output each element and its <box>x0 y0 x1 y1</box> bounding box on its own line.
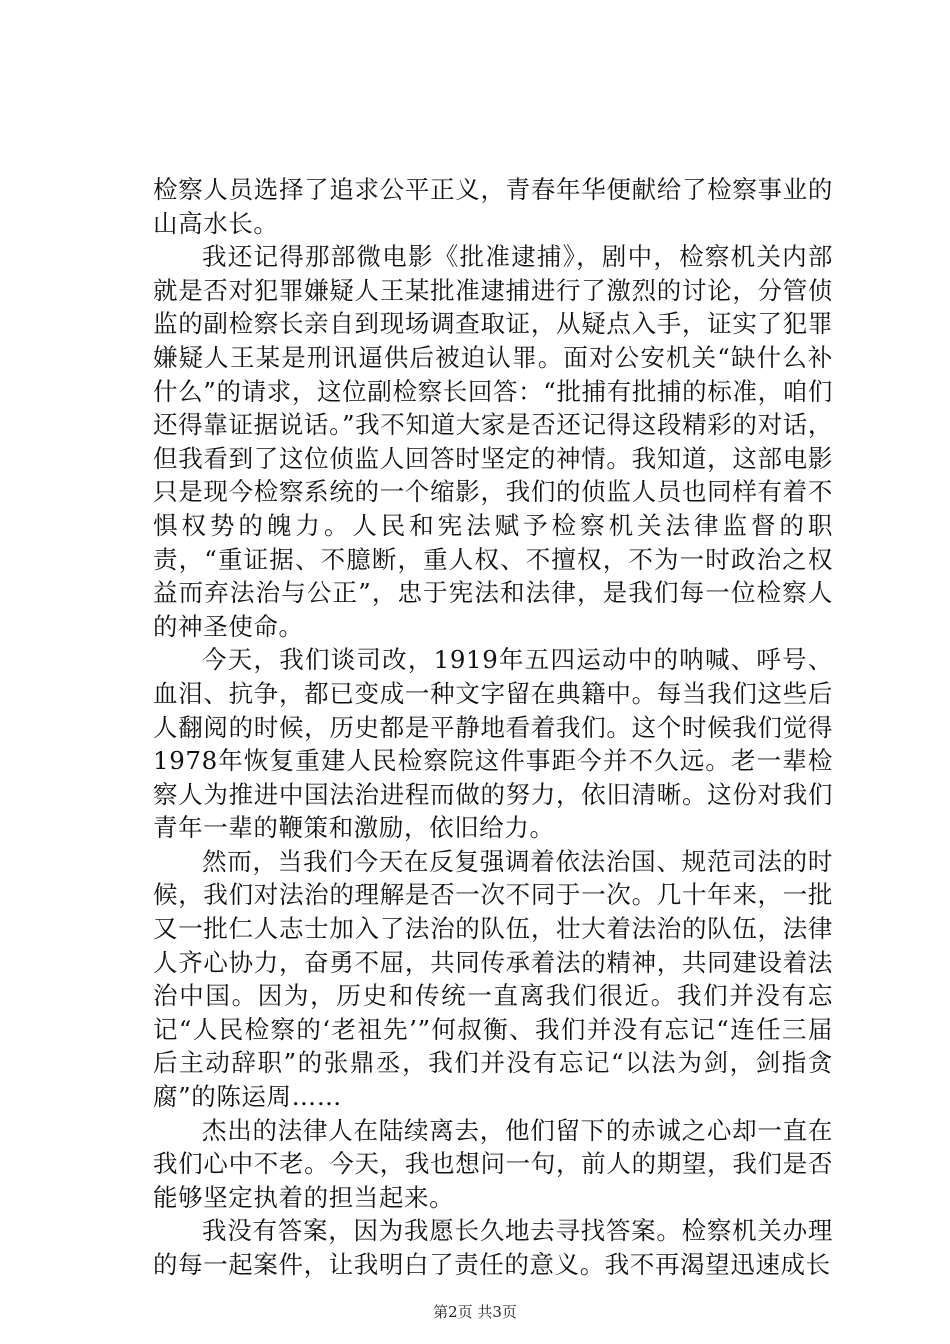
paragraph-4: 然而，当我们今天在反复强调着依法治国、规范司法的时候，我们对法治的理解是否一次不同于一次。几十年来，一批又一批仁人志士加入了法治的队伍，壮大着法治的队伍，法律人齐心协力，奋勇不屈，共同传承着法的精神，共同建设着法治中国。因为，历史和传统一直离我们很近。我们并没有忘记“人民检察的‘老祖先’”何叔衡、我们并没有忘记“连任三届后主动辞职”的张鼎丞，我们并没有忘记“以法为剑，剑指贪腐”的陈运周…… <box>153 846 833 1112</box>
paragraph-6: 我没有答案，因为我愿长久地去寻找答案。检察机关办理的每一起案件，让我明白了责任的意义。我不再渴望迅速成长 <box>153 1216 833 1279</box>
paragraph-5: 杰出的法律人在陆续离去，他们留下的赤诚之心却一直在我们心中不老。今天，我也想问一句，前人的期望，我们是否能够坚定执着的担当起来。 <box>153 1115 833 1212</box>
document-body <box>153 173 833 1282</box>
paragraph-3: 今天，我们谈司改，1919年五四运动中的呐喊、呼号、血泪、抗争，都已变成一种文字留在典籍中。每当我们这些后人翻阅的时候，历史都是平静地看着我们。这个时候我们觉得1978年恢复重建人民检察院这件事距今并不久远。老一辈检察人为推进中国法治进程而做的努力，依旧清晰。这份对我们青年一辈的鞭策和激励，依旧给力。 <box>153 645 833 843</box>
page-number-footer: 第2页 共3页 <box>433 1303 517 1321</box>
paragraph-2: 我还记得那部微电影《批准逮捕》，剧中，检察机关内部就是否对犯罪嫌疑人王某批准逮捕进行了激烈的讨论，分管侦监的副检察长亲自到现场调查取证，从疑点入手，证实了犯罪嫌疑人王某是刑讯逼供后被迫认罪。面对公安机关“缺什么补什么”的请求，这位副检察长回答：“批捕有批捕的标准，咱们还得靠证据说话。”我不知道大家是否还记得这段精彩的对话，但我看到了这位侦监人回答时坚定的神情。我知道，这部电影只是现今检察系统的一个缩影，我们的侦监人员也同样有着不惧权势的魄力。人民和宪法赋予检察机关法律监督的职责，“重证据、不臆断，重人权、不擅权，不为一时政治之权益而弃法治与公正”，忠于宪法和法律，是我们每一位检察人的神圣使命。 <box>153 242 833 641</box>
paragraph-1: 检察人员选择了追求公平正义，青春年华便献给了检察事业的山高水长。 <box>153 175 833 238</box>
